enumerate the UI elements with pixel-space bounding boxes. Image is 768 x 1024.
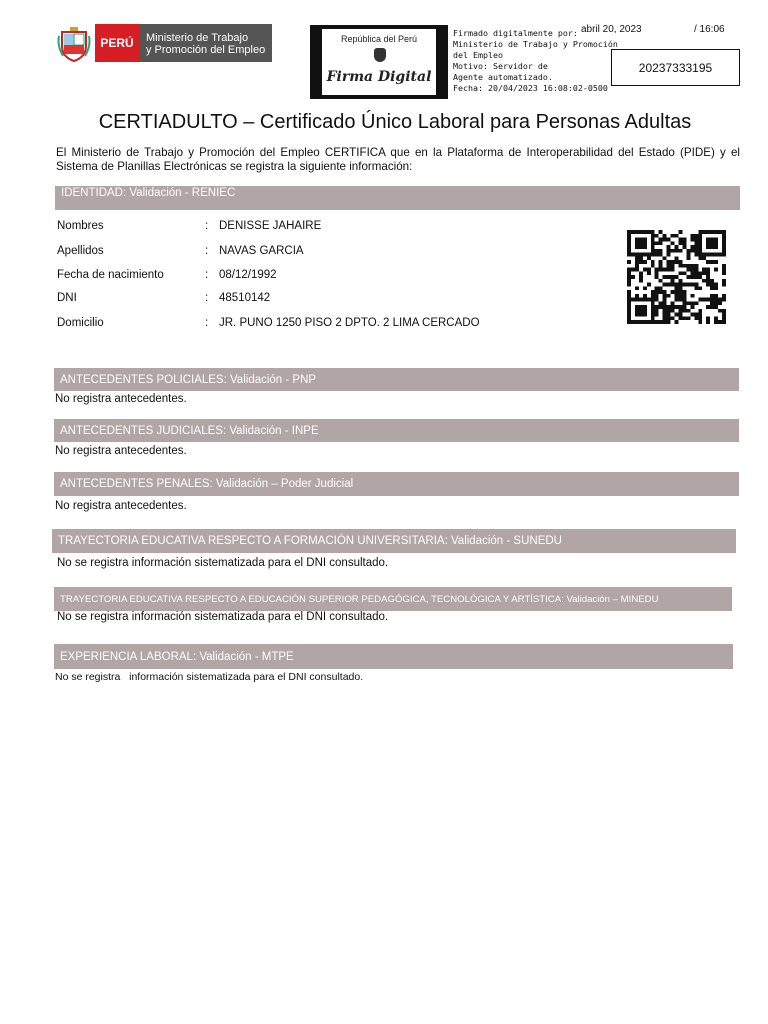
section-header-identity: IDENTIDAD: Validación - RENIEC bbox=[55, 186, 740, 210]
seal-icon bbox=[374, 48, 386, 62]
section-text-policiales: No registra antecedentes. bbox=[55, 393, 187, 405]
value-domicilio: JR. PUNO 1250 PISO 2 DPTO. 2 LIMA CERCADO bbox=[219, 317, 480, 329]
signature-line: Agente automatizado. bbox=[453, 72, 553, 82]
ministry-logo-line1: Ministerio de Trabajo bbox=[146, 32, 249, 44]
ministry-logo bbox=[139, 24, 272, 62]
signature-line: Motivo: Servidor de bbox=[453, 61, 548, 71]
value-nombres: DENISSE JAHAIRE bbox=[219, 220, 322, 232]
value-fecha-nacimiento: 08/12/1992 bbox=[219, 269, 277, 281]
section-text-mtpe: No se registra información sistematizada para el DNI consultado. bbox=[55, 671, 364, 683]
stamp-republic: República del Perú bbox=[340, 34, 418, 44]
document-title: CERTIADULTO – Certificado Único Laboral para Personas Adultas bbox=[98, 111, 692, 133]
value-apellidos: NAVAS GARCIA bbox=[219, 245, 304, 257]
section-header-minedu: TRAYECTORIA EDUCATIVA RESPECTO A EDUCACIÓN SUPERIOR PEDAGÓGICA, TECNOLÓGICA Y ARTÍSTICA: Validación – MINEDU bbox=[54, 587, 732, 611]
colon: : bbox=[205, 317, 209, 329]
signature-line: Ministerio de Trabajo y Promoción bbox=[453, 39, 618, 49]
label-fecha-nacimiento: Fecha de nacimiento bbox=[57, 269, 164, 281]
colon: : bbox=[205, 245, 209, 257]
digital-signature-stamp bbox=[310, 25, 448, 99]
signature-line: del Empleo bbox=[453, 50, 503, 60]
colon: : bbox=[205, 220, 209, 232]
peru-coat-of-arms-icon bbox=[57, 26, 91, 62]
stamp-firma: Firma Digital bbox=[326, 69, 432, 85]
certificate-code: 20237333195 bbox=[611, 49, 740, 86]
value-dni: 48510142 bbox=[219, 292, 271, 304]
issue-date: abril 20, 2023 bbox=[581, 24, 642, 35]
section-header-policiales: ANTECEDENTES POLICIALES: Validación - PNP bbox=[54, 368, 739, 391]
colon: : bbox=[205, 292, 209, 304]
label-dni: DNI bbox=[57, 292, 77, 304]
peru-logo: PERÚ bbox=[95, 24, 139, 62]
colon: : bbox=[205, 269, 209, 281]
signature-line: Firmado digitalmente por: bbox=[453, 28, 578, 38]
label-domicilio: Domicilio bbox=[57, 317, 104, 329]
section-header-penales: ANTECEDENTES PENALES: Validación – Poder Judicial bbox=[54, 472, 739, 496]
qr-code-icon bbox=[627, 230, 726, 324]
section-header-sunedu: TRAYECTORIA EDUCATIVA RESPECTO A FORMACIÓN UNIVERSITARIA: Validación - SUNEDU bbox=[52, 529, 736, 553]
ministry-logo-line2: y Promoción del Empleo bbox=[146, 44, 266, 56]
section-text-minedu: No se registra información sistematizada para el DNI consultado. bbox=[57, 611, 389, 623]
issue-time: / 16:06 bbox=[694, 24, 725, 35]
intro-paragraph: El Ministerio de Trabajo y Promoción del Empleo CERTIFICA que en la Plataforma de Interoperabilidad del Estado (PIDE) y el Sistema de Planillas Electrónicas se registra la siguiente información: bbox=[56, 146, 740, 173]
signature-details bbox=[453, 28, 618, 94]
section-text-sunedu: No se registra información sistematizada para el DNI consultado. bbox=[57, 557, 389, 569]
label-apellidos: Apellidos bbox=[57, 245, 104, 257]
section-text-judiciales: No registra antecedentes. bbox=[55, 445, 187, 457]
signature-line: Fecha: 20/04/2023 16:08:02-0500 bbox=[453, 83, 608, 93]
section-header-mtpe: EXPERIENCIA LABORAL: Validación - MTPE bbox=[54, 644, 733, 669]
section-text-penales: No registra antecedentes. bbox=[55, 500, 187, 512]
section-header-judiciales: ANTECEDENTES JUDICIALES: Validación - INPE bbox=[54, 419, 739, 442]
label-nombres: Nombres bbox=[57, 220, 104, 232]
